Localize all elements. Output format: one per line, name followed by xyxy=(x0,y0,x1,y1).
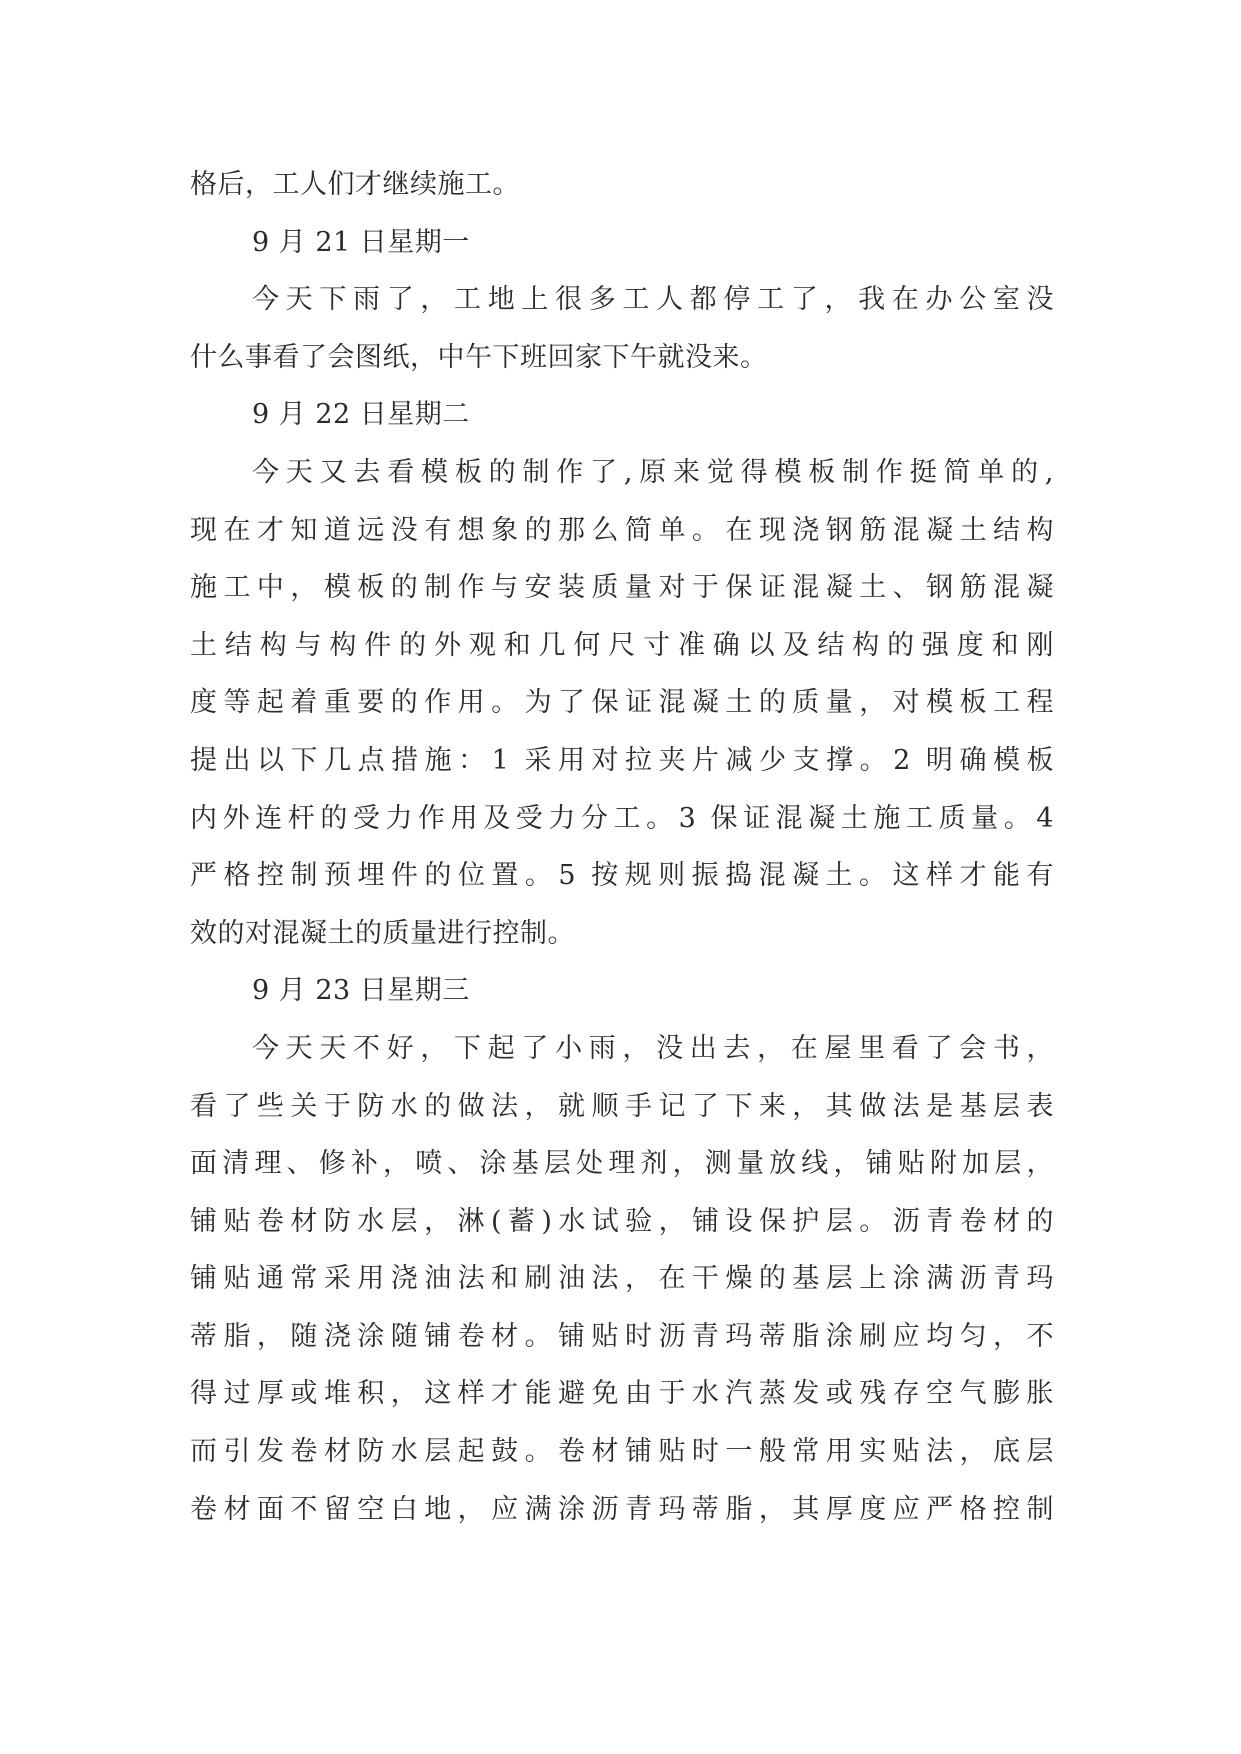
body-text-line: 施工中，模板的制作与安装质量对于保证混凝土、钢筋混凝 xyxy=(190,572,1054,604)
body-text-line: 什么事看了会图纸，中午下班回家下午就没来。 xyxy=(190,341,768,373)
body-text-line: 现在才知道远没有想象的那么简单。在现浇钢筋混凝土结构 xyxy=(190,514,1054,546)
body-text-line: 今天下雨了，工地上很多工人都停工了，我在办公室没 xyxy=(252,284,1054,316)
diary-date-heading: 9 月 21 日星期一 xyxy=(252,226,470,258)
body-text-line: 今天又去看模板的制作了,原来觉得模板制作挺简单的, xyxy=(252,456,1054,488)
diary-date-heading: 9 月 23 日星期三 xyxy=(252,975,470,1007)
diary-date-heading: 9 月 22 日星期二 xyxy=(252,399,470,431)
body-text-line: 而引发卷材防水层起鼓。卷材铺贴时一般常用实贴法，底层 xyxy=(190,1436,1054,1468)
body-text-line: 得过厚或堆积，这样才能避免由于水汽蒸发或残存空气膨胀 xyxy=(190,1378,1054,1410)
body-text-line: 卷材面不留空白地，应满涂沥青玛蒂脂，其厚度应严格控制 xyxy=(190,1493,1054,1525)
body-text-line: 面清理、修补，喷、涂基层处理剂，测量放线，铺贴附加层， xyxy=(190,1148,1054,1180)
body-text-line: 格后，工人们才继续施工。 xyxy=(190,169,520,200)
body-text-line: 今天天不好，下起了小雨，没出去，在屋里看了会书， xyxy=(252,1032,1054,1064)
body-text-line: 效的对混凝土的质量进行控制。 xyxy=(190,917,575,949)
body-text-line: 土结构与构件的外观和几何尺寸准确以及结构的强度和刚 xyxy=(190,629,1054,661)
body-text-line: 严格控制预埋件的位置。5 按规则振捣混凝土。这样才能有 xyxy=(190,860,1054,892)
body-text-line: 看了些关于防水的做法，就顺手记了下来，其做法是基层表 xyxy=(190,1090,1054,1122)
document-page xyxy=(190,156,1054,1538)
body-text-line: 度等起着重要的作用。为了保证混凝土的质量，对模板工程 xyxy=(190,687,1054,719)
body-text-line: 蒂脂，随浇涂随铺卷材。铺贴时沥青玛蒂脂涂刷应均匀，不 xyxy=(190,1320,1054,1352)
body-text-line: 内外连杆的受力作用及受力分工。3 保证混凝土施工质量。4 xyxy=(190,802,1054,834)
body-text-line: 铺贴通常采用浇油法和刷油法，在干燥的基层上涂满沥青玛 xyxy=(190,1263,1054,1295)
body-text-line: 提出以下几点措施：1 采用对拉夹片减少支撑。2 明确模板 xyxy=(190,744,1054,776)
body-text-line: 铺贴卷材防水层，淋(蓄)水试验，铺设保护层。沥青卷材的 xyxy=(190,1205,1054,1237)
